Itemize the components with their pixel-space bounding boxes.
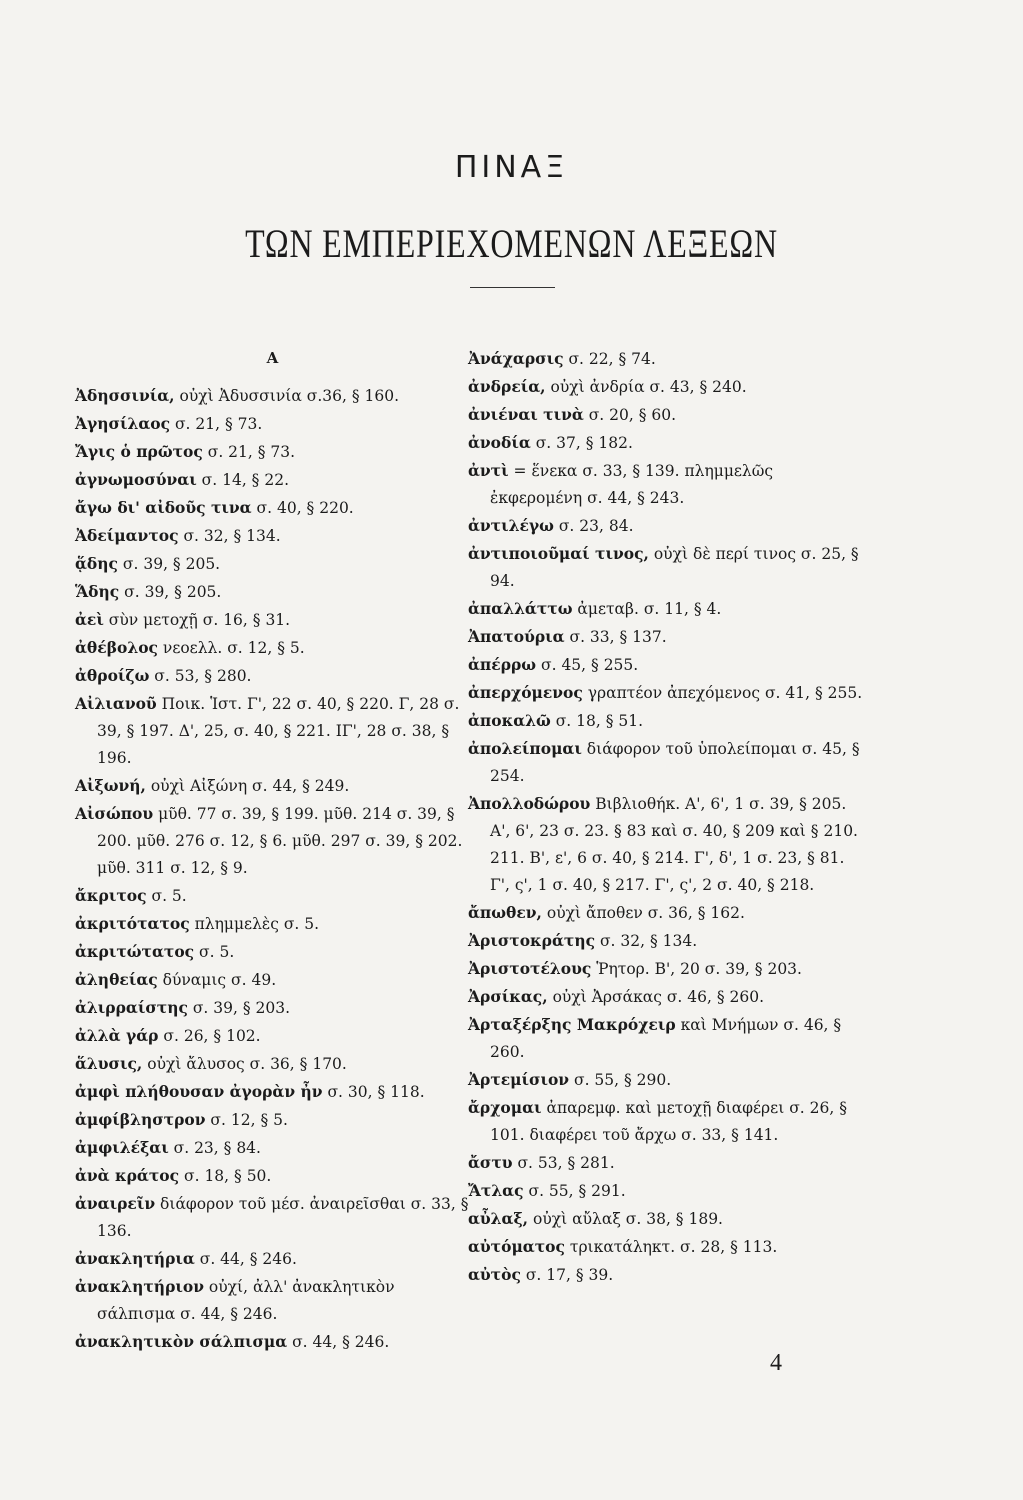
entry-headword: ἀπερχόμενος bbox=[468, 683, 583, 702]
index-entry bbox=[75, 578, 470, 606]
entry-headword: ἀληθείας bbox=[75, 970, 158, 989]
index-entry bbox=[75, 994, 470, 1022]
index-entry bbox=[75, 1134, 470, 1162]
entry-headword: ἀθέβολος bbox=[75, 638, 158, 657]
entry-headword: ἀκριτώτατος bbox=[75, 942, 195, 961]
entry-headword: Ἀρσίκας, bbox=[468, 987, 548, 1006]
entry-headword: Ἅδης bbox=[75, 582, 120, 601]
entry-reference: οὐχὶ ἄποθεν σ. 36, § 162. bbox=[541, 904, 745, 922]
index-entry bbox=[75, 966, 470, 994]
entry-reference: σ. 23, § 84. bbox=[168, 1139, 261, 1157]
index-entry bbox=[75, 1328, 470, 1356]
entry-reference: πλημμελὲς σ. 5. bbox=[189, 915, 320, 933]
index-entry bbox=[75, 910, 470, 938]
index-entry bbox=[75, 1106, 470, 1134]
entry-headword: Ἀνάχαρσις bbox=[468, 349, 564, 368]
entry-reference: σ. 45, § 255. bbox=[536, 656, 639, 674]
entry-headword: ἀποκαλῶ bbox=[468, 711, 551, 730]
entry-headword: ἅλυσις, bbox=[75, 1054, 143, 1073]
entry-reference: ἀπαρεμφ. καὶ μετοχῇ διαφέρει σ. 26, § 101. διαφέρει τοῦ ἄρχω σ. 33, § 141. bbox=[490, 1099, 847, 1144]
index-entry bbox=[468, 927, 863, 955]
entry-headword: αὐτὸς bbox=[468, 1265, 521, 1284]
index-entry bbox=[468, 512, 863, 540]
entry-reference: = ἕνεκα σ. 33, § 139. πλημμελῶς ἐκφερομένη σ. 44, § 243. bbox=[490, 462, 774, 507]
entry-reference: νεοελλ. σ. 12, § 5. bbox=[157, 639, 305, 657]
index-entry bbox=[75, 690, 470, 772]
entry-headword: Αἰξωνή, bbox=[75, 776, 146, 795]
entry-reference: σ. 32, § 134. bbox=[178, 527, 281, 545]
entry-headword: Ἀπατούρια bbox=[468, 627, 565, 646]
entry-reference: σ. 32, § 134. bbox=[595, 932, 698, 950]
entry-reference: σ. 18, § 50. bbox=[179, 1167, 272, 1185]
entry-headword: ἄστυ bbox=[468, 1153, 513, 1172]
entry-headword: ἀντιλέγω bbox=[468, 516, 554, 535]
index-entry bbox=[75, 1078, 470, 1106]
entry-headword: ἀπαλλάττω bbox=[468, 599, 573, 618]
entry-reference: σ. 53, § 280. bbox=[149, 667, 252, 685]
index-entry bbox=[75, 550, 470, 578]
page-number: 4 bbox=[770, 1350, 782, 1376]
entry-headword: Αἰσώπου bbox=[75, 804, 154, 823]
index-entry bbox=[468, 623, 863, 651]
index-entry bbox=[75, 1190, 470, 1245]
left-column bbox=[75, 345, 470, 1356]
entry-headword: ἀνδρεία, bbox=[468, 377, 546, 396]
entry-headword: ἀνακλητήριον bbox=[75, 1277, 204, 1296]
index-entry bbox=[75, 662, 470, 690]
entry-headword: Ἀπολλοδώρου bbox=[468, 794, 591, 813]
index-entry bbox=[468, 429, 863, 457]
index-entry bbox=[468, 679, 863, 707]
index-entry bbox=[468, 1205, 863, 1233]
entry-headword: ἀναιρεῖν bbox=[75, 1194, 156, 1213]
entry-headword: ἀνὰ κράτος bbox=[75, 1166, 180, 1185]
entry-headword: ἀπολείπομαι bbox=[468, 739, 582, 758]
entry-reference: γραπτέον ἀπεχόμενος σ. 41, § 255. bbox=[582, 684, 863, 702]
entry-headword: ἀκριτότατος bbox=[75, 914, 190, 933]
entry-reference: σ. 55, § 291. bbox=[523, 1182, 626, 1200]
index-entry bbox=[468, 651, 863, 679]
index-entry bbox=[468, 401, 863, 429]
entry-reference: Βιβλιοθήκ. Α', 6', 1 σ. 39, § 205. Α', 6', 23 σ. 23. § 83 καὶ σ. 40, § 209 καὶ § 210. 211. Β', ε', 6 σ. 40, § 214. Γ', δ', 1 σ. 23, § 81. Γ', ς', 1 σ. 40, § 217. Γ', ς', 2 σ. 40, § 218. bbox=[490, 795, 858, 894]
entry-reference: οὐχί, ἀλλ' ἀνακλητικὸν σάλπισμα σ. 44, § 246. bbox=[97, 1278, 395, 1323]
entry-reference: σ. 26, § 102. bbox=[158, 1027, 261, 1045]
index-entry bbox=[468, 540, 863, 595]
entry-reference: σ. 21, § 73. bbox=[170, 415, 263, 433]
right-entry-list bbox=[468, 345, 863, 1289]
index-entry bbox=[468, 1094, 863, 1149]
right-column bbox=[468, 345, 863, 1289]
entry-reference: δύναμις σ. 49. bbox=[157, 971, 277, 989]
entry-reference: σ. 5. bbox=[146, 887, 187, 905]
index-entry bbox=[468, 1233, 863, 1261]
entry-reference: οὐχὶ ἀνδρία σ. 43, § 240. bbox=[545, 378, 747, 396]
entry-headword: Ἀριστοκράτης bbox=[468, 931, 596, 950]
index-entry bbox=[75, 438, 470, 466]
entry-headword: Ἀριστοτέλους bbox=[468, 959, 592, 978]
entry-reference: σ. 30, § 118. bbox=[322, 1083, 425, 1101]
entry-reference: σ. 39, § 203. bbox=[187, 999, 291, 1017]
entry-reference: καὶ Μνήμων σ. 46, § 260. bbox=[490, 1016, 842, 1061]
entry-reference: σ. 23, 84. bbox=[553, 517, 634, 535]
entry-reference: σ. 39, § 205. bbox=[117, 555, 221, 573]
entry-headword: Ἄγις ὁ πρῶτος bbox=[75, 442, 203, 461]
index-entry bbox=[468, 955, 863, 983]
index-entry bbox=[75, 494, 470, 522]
entry-reference: ἀμεταβ. σ. 11, § 4. bbox=[572, 600, 722, 618]
index-entry bbox=[468, 595, 863, 623]
entry-reference: σ. 40, § 220. bbox=[251, 499, 354, 517]
entry-headword: ἀνακλητήρια bbox=[75, 1249, 195, 1268]
entry-reference: οὐχὶ αὔλαξ σ. 38, § 189. bbox=[528, 1210, 723, 1228]
index-entry bbox=[468, 899, 863, 927]
entry-reference: σ. 55, § 290. bbox=[569, 1071, 672, 1089]
index-entry bbox=[75, 882, 470, 910]
entry-reference: σ. 44, § 246. bbox=[194, 1250, 297, 1268]
left-entry-list bbox=[75, 382, 470, 1356]
title-divider bbox=[470, 287, 555, 288]
index-entry bbox=[75, 466, 470, 494]
entry-headword: ἄκριτος bbox=[75, 886, 147, 905]
entry-headword: Αἰλιανοῦ bbox=[75, 694, 157, 713]
entry-reference: Ῥητορ. Β', 20 σ. 39, § 203. bbox=[591, 960, 802, 978]
index-entry bbox=[75, 1273, 470, 1328]
entry-reference: οὐχὶ Ἀρσάκας σ. 46, § 260. bbox=[547, 988, 765, 1006]
entry-reference: σ. 20, § 60. bbox=[583, 406, 677, 424]
index-entry bbox=[468, 1149, 863, 1177]
index-entry bbox=[468, 1011, 863, 1066]
index-entry bbox=[468, 1177, 863, 1205]
entry-headword: ἀμφίβληστρον bbox=[75, 1110, 206, 1129]
index-entry bbox=[468, 983, 863, 1011]
index-entry bbox=[75, 1245, 470, 1273]
entry-reference: οὐχὶ ἄλυσος σ. 36, § 170. bbox=[142, 1055, 347, 1073]
entry-headword: ἀμφὶ πλήθουσαν ἀγορὰν ἦν bbox=[75, 1082, 323, 1101]
entry-headword: ἀλιρραίστης bbox=[75, 998, 188, 1017]
entry-headword: ἀπέρρω bbox=[468, 655, 537, 674]
index-entry bbox=[75, 772, 470, 800]
entry-reference: Ποικ. Ἱστ. Γ', 22 σ. 40, § 220. Γ, 28 σ. 39, § 197. Δ', 25, σ. 40, § 221. ΙΓ', 28 σ. 38, § 196. bbox=[97, 695, 460, 767]
entry-reference: διάφορον τοῦ μέσ. ἀναιρεῖσθαι σ. 33, § 136. bbox=[97, 1195, 469, 1240]
index-entry bbox=[468, 1261, 863, 1289]
entry-reference: σ. 14, § 22. bbox=[196, 471, 290, 489]
index-entry bbox=[75, 1050, 470, 1078]
entry-reference: διάφορον τοῦ ὑπολείπομαι σ. 45, § 254. bbox=[490, 740, 860, 785]
index-entry bbox=[468, 707, 863, 735]
entry-reference: οὐχὶ Ἀδυσσινία σ.36, § 160. bbox=[174, 387, 400, 405]
entry-reference: σ. 17, § 39. bbox=[520, 1266, 614, 1284]
entry-headword: ἄπωθεν, bbox=[468, 903, 542, 922]
entry-reference: σ. 21, § 73. bbox=[202, 443, 296, 461]
entry-headword: ἀνιέναι τινὰ bbox=[468, 405, 584, 424]
entry-headword: ἀθροίζω bbox=[75, 666, 150, 685]
index-entry bbox=[75, 382, 470, 410]
entry-headword: ἄγω δι' αἰδοῦς τινα bbox=[75, 498, 252, 517]
index-entry bbox=[468, 345, 863, 373]
page-subtitle: ΤΩΝ ΕΜΠΕΡΙΕΧΟΜΕΝΩΝ ΛΕΞΕΩΝ bbox=[245, 221, 778, 266]
entry-reference: σ. 18, § 51. bbox=[550, 712, 644, 730]
entry-headword: ἀμφιλέξαι bbox=[75, 1138, 169, 1157]
index-entry bbox=[468, 457, 863, 512]
index-entry bbox=[468, 1066, 863, 1094]
entry-headword: Ἀδησσινία, bbox=[75, 386, 175, 405]
entry-headword: Ἀρταξέρξης Μακρόχειρ bbox=[468, 1015, 676, 1034]
entry-headword: ἀνοδία bbox=[468, 433, 531, 452]
entry-reference: σ. 5. bbox=[194, 943, 235, 961]
index-entry bbox=[468, 735, 863, 790]
entry-headword: Ἀρτεμίσιον bbox=[468, 1070, 570, 1089]
entry-headword: ἀντιποιοῦμαί τινος, bbox=[468, 544, 649, 563]
entry-headword: ᾅδης bbox=[75, 554, 118, 573]
page-title: ΠΙΝΑΞ bbox=[454, 150, 569, 185]
index-entry bbox=[75, 1162, 470, 1190]
entry-reference: σ. 53, § 281. bbox=[512, 1154, 615, 1172]
entry-reference: τρικατάληκτ. σ. 28, § 113. bbox=[564, 1238, 778, 1256]
entry-reference: σ. 22, § 74. bbox=[563, 350, 656, 368]
index-entry bbox=[75, 634, 470, 662]
entry-reference: σ. 44, § 246. bbox=[287, 1333, 390, 1351]
entry-headword: αὐτόματος bbox=[468, 1237, 565, 1256]
entry-headword: Ἄτλας bbox=[468, 1181, 524, 1200]
entry-headword: Ἀδείμαντος bbox=[75, 526, 179, 545]
entry-headword: ἀνακλητικὸν σάλπισμα bbox=[75, 1332, 288, 1351]
entry-headword: Ἀγησίλαος bbox=[75, 414, 171, 433]
index-entry bbox=[75, 1022, 470, 1050]
entry-reference: σ. 39, § 205. bbox=[119, 583, 222, 601]
entry-reference: σὺν μετοχῇ σ. 16, § 31. bbox=[103, 611, 291, 629]
entry-headword: ἀγνωμοσύναι bbox=[75, 470, 197, 489]
entry-headword: ἀλλὰ γάρ bbox=[75, 1026, 159, 1045]
entry-reference: σ. 33, § 137. bbox=[564, 628, 667, 646]
entry-headword: ἄρχομαι bbox=[468, 1098, 542, 1117]
entry-headword: ἀεὶ bbox=[75, 610, 104, 629]
index-entry bbox=[468, 790, 863, 899]
section-letter: Α bbox=[266, 349, 279, 367]
index-entry bbox=[75, 606, 470, 634]
index-entry bbox=[75, 410, 470, 438]
index-entry bbox=[468, 373, 863, 401]
entry-reference: μῦθ. 77 σ. 39, § 199. μῦθ. 214 σ. 39, § 200. μῦθ. 276 σ. 12, § 6. μῦθ. 297 σ. 39, § 202. μῦθ. 311 σ. 12, § 9. bbox=[97, 805, 463, 877]
entry-reference: σ. 12, § 5. bbox=[205, 1111, 288, 1129]
entry-headword: αὖλαξ, bbox=[468, 1209, 529, 1228]
entry-reference: οὐχὶ Αἰξώνη σ. 44, § 249. bbox=[145, 777, 350, 795]
index-entry bbox=[75, 522, 470, 550]
index-entry bbox=[75, 800, 470, 882]
entry-reference: σ. 37, § 182. bbox=[530, 434, 633, 452]
entry-reference: οὐχὶ δὲ περί τινος σ. 25, § 94. bbox=[490, 545, 859, 590]
index-entry bbox=[75, 938, 470, 966]
entry-headword: ἀντὶ bbox=[468, 461, 509, 480]
